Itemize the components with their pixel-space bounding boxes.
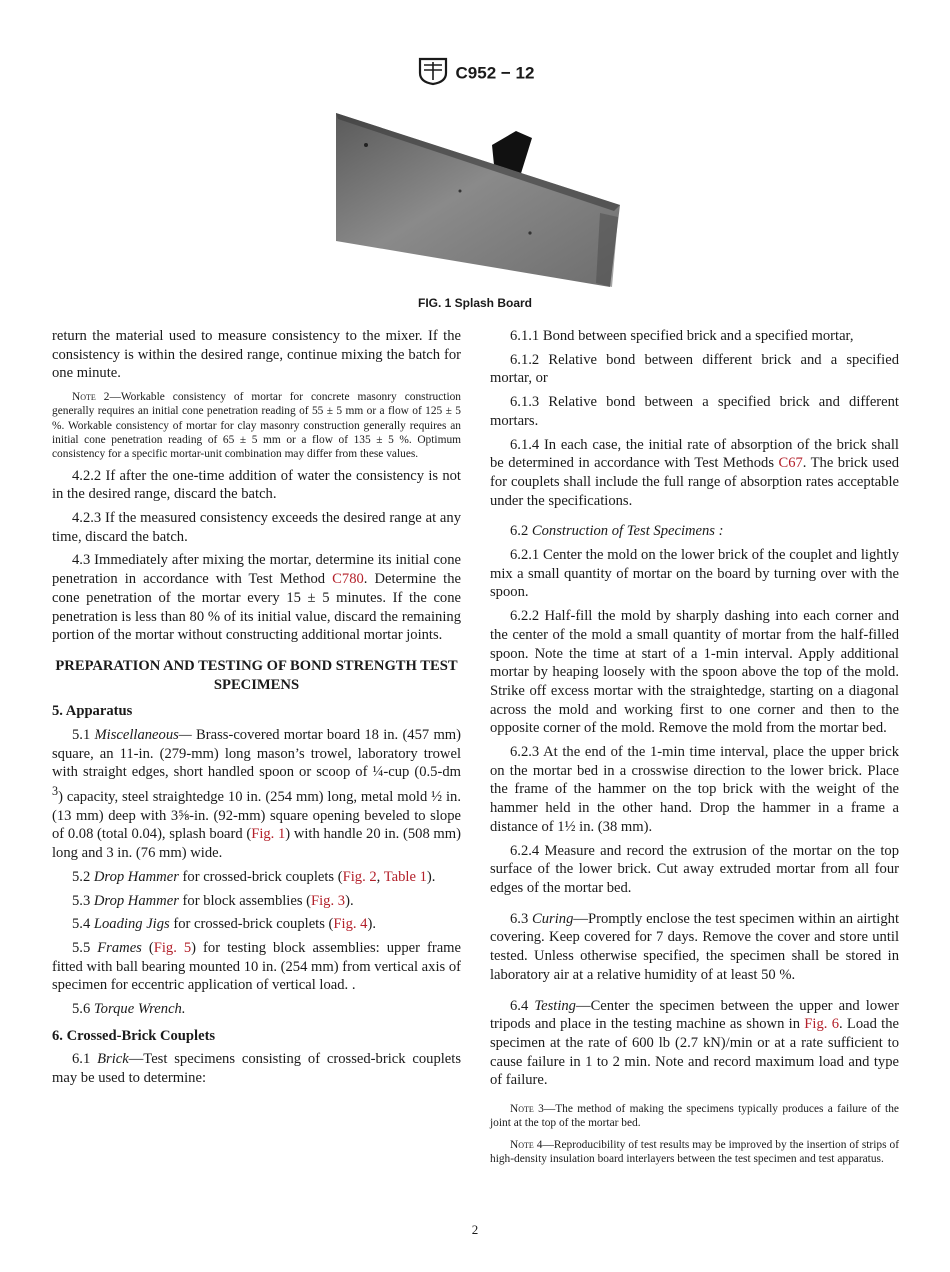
link-fig-4[interactable]: Fig. 4 xyxy=(333,916,368,933)
splash-board-photo xyxy=(320,105,630,290)
note-4: Note 4—Reproducibility of test results may be improved by the insertion of strips of high-density insulation board interlayers between the test specimen and test apparatus. xyxy=(490,1138,899,1165)
figure-caption: FIG. 1 Splash Board xyxy=(417,296,533,310)
paragraph-4-2-1-continued: return the material used to measure consistency to the mixer. If the consistency is within the desired range, continue mixing the batch for one minute. xyxy=(52,328,461,382)
paragraph-6-2-1: 6.2.1 Center the mold on the lower brick of the couplet and lightly mix a small quantity of mortar on the board by turning over with the spoon. xyxy=(490,547,899,601)
paragraph-5-2: 5.2 Drop Hammer for crossed-brick couplets (Fig. 2, Table 1). xyxy=(72,868,436,885)
standard-designation: C952 − 12 xyxy=(455,63,535,83)
paragraph-4-2-3: 4.2.3 If the measured consistency exceeds the desired range at any time, discard the batch. xyxy=(52,510,461,545)
paragraph-5-4: 5.4 Loading Jigs for crossed-brick couplets (Fig. 4). xyxy=(72,916,376,933)
paragraph-6-1-3: 6.1.3 Relative bond between a specified brick and different mortars. xyxy=(490,394,899,429)
paragraph-4-3: 4.3 Immediately after mixing the mortar, determine its initial cone penetration in accordance with Test Method C780. Determine the cone penetration of the mortar every 15 ± 5 minutes. If the cone penetration is less than 80 % of its initial value, discard the remaining portion of the mortar without constructing additional mortar joints. xyxy=(52,552,461,644)
section-6-heading: 6. Crossed-Brick Couplets xyxy=(52,1027,216,1044)
link-fig-6[interactable]: Fig. 6 xyxy=(804,1016,839,1033)
link-fig-3[interactable]: Fig. 3 xyxy=(311,892,346,909)
paragraph-5-5: 5.5 Frames (Fig. 5) for testing block assemblies: upper frame fitted with ball bearing mounted 10 in. (254 mm) from vertical axis of specimen for eccentric application of vertical load. . xyxy=(52,939,462,994)
paragraph-4-2-2: 4.2.2 If after the one-time addition of water the consistency is not in the desired range, discard the batch. xyxy=(52,467,461,503)
paragraph-5-3: 5.3 Drop Hammer for block assemblies (Fig. 3). xyxy=(72,892,354,909)
paragraph-6-2: 6.2 Construction of Test Specimens : xyxy=(510,523,724,540)
paragraph-6-1-1: 6.1.1 Bond between specified brick and a specified mortar, xyxy=(510,328,854,344)
link-fig-2[interactable]: Fig. 2 xyxy=(342,868,377,885)
page-header xyxy=(0,56,950,91)
paragraph-5-1: 5.1 Miscellaneous— Brass-covered mortar board 18 in. (457 mm) square, an 11-in. (279-mm) long mason’s trowel, laboratory trowel with straight edges, short handled spoon or scoop of ¼-cup (0.5-dm $^3$) capacity, steel straightedge 10 in. (254 mm) long, metal mold ½ in. (13 mm) deep with 3⅝-in. (92-mm) square opening beveled to slope of 0.08 (total 0.04), splash board (Fig. 1) with handle 20 in. (508 mm) long and 3 in. (76 mm) wide. xyxy=(52,727,462,862)
page-number: 2 xyxy=(471,1222,479,1237)
link-table-1[interactable]: Table 1 xyxy=(383,868,427,885)
link-fig-1[interactable]: Fig. 1 xyxy=(251,826,286,843)
paragraph-5-6: 5.6 Torque Wrench. xyxy=(72,1001,186,1018)
paragraph-6-4: 6.4 Testing—Center the specimen between the upper and lower tripods and place in the testing machine as shown in Fig. 6. Load the specimen at the rate of 600 lb (2.7 kN)/min or at a rate sufficient to cause failure in 1 to 2 min. Note and record maximum load and type of failure. xyxy=(490,997,900,1089)
paragraph-6-2-3: 6.2.3 At the end of the 1-min time interval, place the upper brick on the mortar bed in a crosswise direction to the lower brick. Place the frame of the hammer on the top brick with the weight of the hammer held in the other hand. Drop the hammer in a frame a distance of 1½ in. (38 mm). xyxy=(490,744,899,835)
paragraph-6-1: 6.1 Brick—Test specimens consisting of crossed-brick couplets may be used to determine: xyxy=(52,1051,462,1087)
paragraph-6-1-4: 6.1.4 In each case, the initial rate of absorption of the brick shall be determined in accordance with Test Methods C67. The brick used for couplets shall include the full range of absorption rates acceptable under the specifications. xyxy=(490,436,899,509)
note-2: Note 2—Workable consistency of mortar for concrete masonry construction generally requires an initial cone penetration reading of 55 ± 5 mm or a flow of 125 ± 5 %. Workable consistency of mortar for clay masonry construction generally requires an initial cone penetration reading of 65 ± 5 mm or a flow of 135 ± 5 %. Optimum consistency for a specific mortar-unit combination may differ from these values. xyxy=(52,391,462,461)
link-c67[interactable]: C67 xyxy=(778,455,803,472)
section-5-heading: 5. Apparatus xyxy=(52,703,133,720)
section-title: PREPARATION AND TESTING OF BOND STRENGTH TEST SPECIMENS xyxy=(55,657,458,693)
astm-logo-icon xyxy=(416,56,450,91)
right-column xyxy=(490,327,899,1171)
left-column xyxy=(52,327,461,1093)
paragraph-6-3: 6.3 Curing—Promptly enclose the test specimen within an airtight covering. Keep covered for 7 days. Remove the cover and store until tested. Unless otherwise specified, the specimen shall be stored in laboratory air at a relative humidity of at least 50 %. xyxy=(490,910,899,983)
paragraph-6-2-4: 6.2.4 Measure and record the extrusion of the mortar on the top surface of the lower brick. Cut away extruded mortar from all four edges of the mortar bed. xyxy=(490,842,899,896)
paragraph-6-1-2: 6.1.2 Relative bond between different brick and a specified mortar, or xyxy=(490,351,899,387)
link-c780[interactable]: C780 xyxy=(332,571,364,588)
note-3: Note 3—The method of making the specimens typically produces a failure of the joint at the top of the mortar bed. xyxy=(490,1103,899,1130)
paragraph-6-2-2: 6.2.2 Half-fill the mold by sharply dashing into each corner and the center of the mold a small quantity of mortar from the half-filled spoon. Note the time at start of a 1-min interval. Apply additional mortar by heaping loosely with the spoon above the top of the mold. Strike off excess mortar with the straightedge, starting on a diagonal across the mold and working first to one corner and then to the opposite corner of the mold. Remove the mold from the mortar bed. xyxy=(490,608,899,737)
link-fig-5[interactable]: Fig. 5 xyxy=(153,939,192,956)
